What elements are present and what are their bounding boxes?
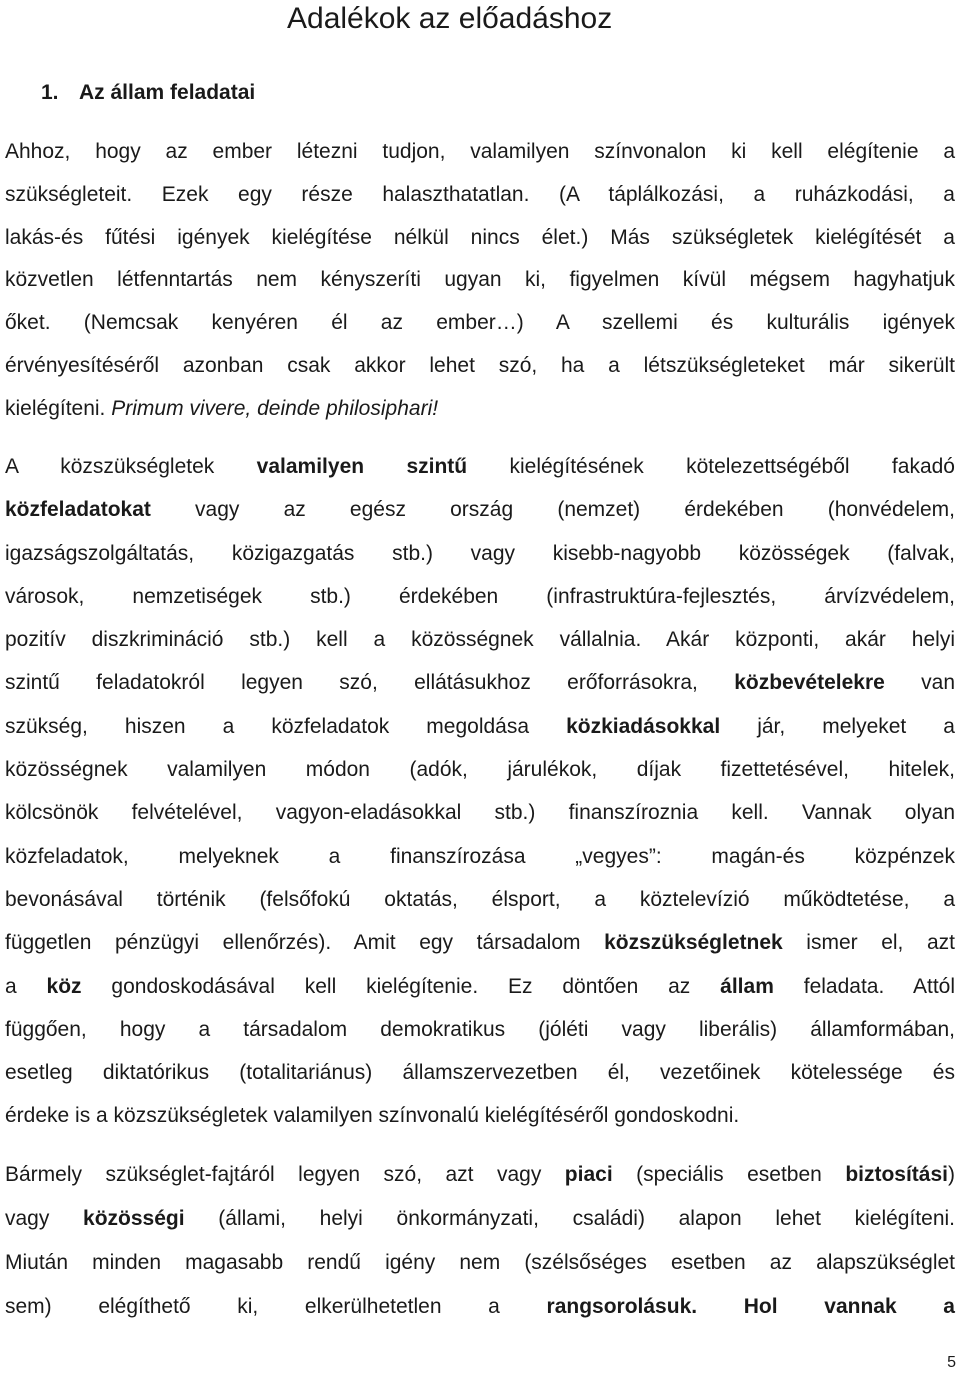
emphasis: állam — [720, 974, 774, 998]
text-line — [5, 965, 955, 1008]
text-fragment: kielégíteni. — [5, 396, 106, 420]
text-line: Miután minden magasabb rendű igény nem (szélsőséges esetben az alapszükséglet — [5, 1251, 955, 1274]
emphasis: közszükségletnek — [604, 931, 783, 955]
emphasis: közkiadásokkal — [566, 714, 721, 738]
text-fragment: ) — [948, 1163, 955, 1186]
text-fragment: Bármely szükséglet-fajtáról legyen szó, azt vagy — [5, 1163, 542, 1186]
text-fragment: a — [5, 974, 17, 998]
document-title: Adalékok az előadáshoz — [287, 2, 613, 35]
text-line — [5, 488, 955, 531]
paragraph-public-tasks — [5, 445, 955, 1138]
emphasis: Hol vannak a — [743, 1295, 955, 1318]
text-line: lakás-és fűtési igények kielégítése nélkül nincs élet.) Más szükségletek kielégítését a — [5, 225, 955, 249]
text-line — [5, 1153, 955, 1197]
text-line: közvetlen létfenntartás nem kényszeríti ugyan ki, figyelmen kívül mégsem hagyhatjuk — [5, 268, 955, 292]
latin-quote: Primum vivere, deinde philosiphari! — [111, 396, 439, 420]
text-line: pozitív diszkrimináció stb.) kell a közösségnek vállalnia. Akár központi, akár helyi — [5, 628, 955, 652]
emphasis: rangsorolásuk. — [546, 1295, 698, 1318]
text-line — [5, 388, 955, 431]
text-fragment: szintű feladatokról legyen szó, ellátásukhoz erőforrásokra, — [5, 671, 698, 695]
emphasis: közfeladatokat — [5, 498, 151, 522]
text-line — [5, 1285, 955, 1329]
emphasis: valamilyen szintű — [256, 455, 468, 478]
text-line: városok, nemzetiségek stb.) érdekében (infrastruktúra-fejlesztés, árvízvédelem, — [5, 584, 955, 608]
text-line — [5, 705, 955, 748]
text-line: kölcsönök felvételével, vagyon-eladásokkal stb.) finanszíroznia kell. Vannak olyan — [5, 801, 955, 825]
emphasis: köz — [46, 974, 82, 998]
text-fragment: feladata. Attól — [803, 974, 956, 998]
text-line: szükségleteit. Ezek egy része halaszthatatlan. (A táplálkozási, a ruházkodási, a — [5, 182, 955, 206]
text-fragment: független pénzügyi ellenőrzés). Amit egy társadalom — [5, 931, 581, 955]
text-line: közösségnek valamilyen módon (adók, járulékok, díjak fizettetésével, hitelek, — [5, 758, 955, 782]
text-fragment: kielégítésének kötelezettségéből fakadó — [509, 455, 955, 478]
page-number: 5 — [947, 1354, 956, 1371]
emphasis: biztosítási — [845, 1163, 948, 1186]
emphasis: közbevételekre — [734, 671, 885, 695]
text-line — [5, 661, 955, 704]
text-fragment: vagy az egész ország (nemzet) érdekében (honvédelem, — [195, 498, 955, 522]
text-fragment: sem) elégíthető ki, elkerülhetetlen a — [5, 1295, 500, 1318]
text-fragment: (állami, helyi önkormányzati, családi) alapon lehet kielégíteni. — [218, 1207, 955, 1230]
text-line — [5, 921, 955, 964]
text-line: közfeladatok, melyeknek a finanszírozása „vegyes”: magán-és közpénzek — [5, 844, 955, 868]
text-line — [5, 445, 955, 488]
section-title: Az állam feladatai — [79, 81, 256, 104]
text-fragment: (speciális esetben — [636, 1163, 822, 1186]
text-line: igazságszolgáltatás, közigazgatás stb.) vagy kisebb-nagyobb közösségek (falvak, — [5, 541, 955, 565]
text-fragment: A közszükségletek — [5, 455, 215, 478]
emphasis: közösségi — [83, 1207, 185, 1230]
text-fragment: szükség, hiszen a közfeladatok megoldása — [5, 714, 530, 738]
text-line: érdeke is a közszükségletek valamilyen színvonalú kielégítéséről gondoskodni. — [5, 1104, 740, 1128]
text-fragment: van — [921, 671, 955, 695]
text-fragment: jár, melyeket a — [757, 714, 955, 738]
paragraph-needs-types — [5, 1153, 955, 1329]
text-fragment: ismer el, azt — [806, 931, 955, 955]
text-line: esetleg diktatórikus (totalitariánus) államszervezetben él, vezetőinek kötelessége és — [5, 1061, 955, 1085]
text-line: Ahhoz, hogy az ember létezni tudjon, valamilyen színvonalon ki kell elégítenie a — [5, 140, 955, 163]
text-line: érvényesítéséről azonban csak akkor lehet szó, ha a létszükségleteket már sikerült — [5, 353, 955, 377]
text-line: őket. (Nemcsak kenyéren él az ember…) A szellemi és kulturális igények — [5, 311, 955, 335]
paragraph-needs — [5, 131, 955, 431]
section-heading — [41, 76, 255, 110]
text-line — [5, 1197, 955, 1241]
emphasis: piaci — [564, 1163, 613, 1186]
text-line: bevonásával történik (felsőfokú oktatás, élsport, a köztelevízió működtetése, a — [5, 887, 955, 911]
text-fragment: vagy — [5, 1207, 50, 1230]
text-fragment: gondoskodásával kell kielégítenie. Ez döntően az — [111, 974, 691, 998]
text-line: függően, hogy a társadalom demokratikus (jóléti vagy liberális) államformában, — [5, 1017, 955, 1041]
section-number: 1. — [41, 81, 59, 104]
